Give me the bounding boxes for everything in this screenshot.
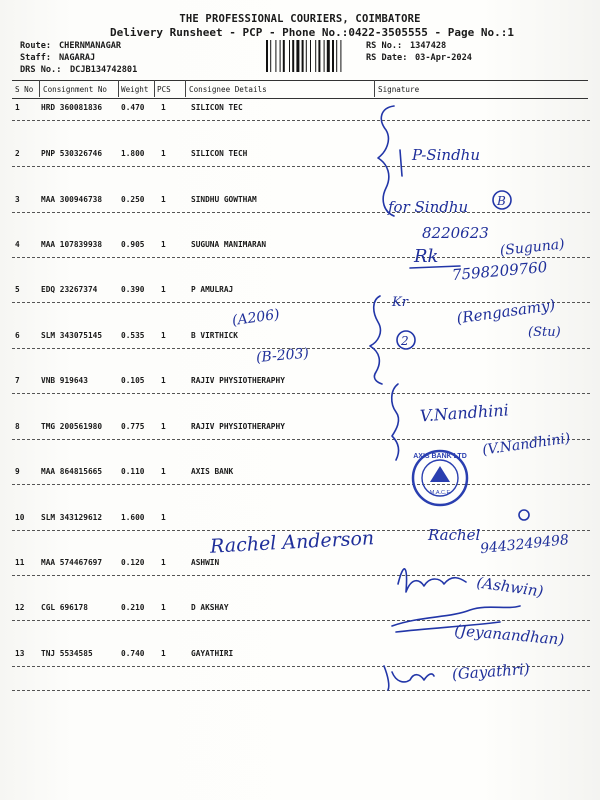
sig-phone-3: 9443249498 [479, 531, 570, 558]
cell-sno: 2 [15, 149, 20, 158]
sig-phone-1: 8220623 [422, 224, 489, 242]
col-consignee: Consignee Details [189, 85, 267, 94]
sig-jeyanandhan: (Jeyanandhan) [453, 621, 565, 649]
cell-weight: 1.800 [121, 149, 145, 158]
stamp-inner: M.A.C.E [429, 490, 451, 496]
sig-rachel: Rachel Anderson [209, 527, 375, 558]
cell-weight: 1.600 [121, 513, 145, 522]
cell-pcs: 1 [161, 603, 166, 612]
sig-rachel-2: Rachel [428, 526, 481, 544]
col-signature: Signature [378, 85, 420, 94]
circle-mark [519, 510, 529, 520]
cell-sno: 13 [15, 649, 25, 658]
cell-pcs: 1 [161, 376, 166, 385]
signature-stroke [384, 666, 434, 690]
note-b203: (B-203) [255, 345, 310, 367]
cell-consignment: MAA 864815665 [41, 467, 103, 476]
cell-sno: 10 [15, 513, 25, 522]
cell-consignment: MAA 300946738 [41, 195, 103, 204]
cell-sno: 11 [15, 558, 25, 567]
cell-consignment: TMG 200561980 [41, 422, 103, 431]
axis-bank-stamp [413, 451, 467, 505]
cell-sno: 7 [15, 376, 20, 385]
staff-label: Staff: [20, 53, 52, 63]
cell-consignee: P AMULRAJ [191, 285, 234, 294]
cell-pcs: 1 [161, 649, 166, 658]
cell-consignment: TNJ 5534585 [41, 649, 93, 658]
cell-pcs: 1 [161, 103, 166, 112]
cell-pcs: 1 [161, 331, 166, 340]
cell-consignment: SLM 343075145 [41, 331, 103, 340]
cell-sno: 8 [15, 422, 20, 431]
cell-pcs: 1 [161, 558, 166, 567]
rs-date-value: 03-Apr-2024 [415, 53, 472, 63]
rs-date-label: RS Date: [366, 53, 408, 63]
cell-pcs: 1 [161, 513, 166, 522]
cell-weight: 0.250 [121, 195, 145, 204]
cell-consignment: SLM 343129612 [41, 513, 103, 522]
cell-consignment: EDQ 23267374 [41, 285, 98, 294]
col-weight: Weight [121, 85, 149, 94]
cell-weight: 0.535 [121, 331, 145, 340]
cell-consignee: SUGUNA MANIMARAN [191, 240, 267, 249]
sig-short: (Stu) [528, 325, 561, 340]
bracket-mark [392, 384, 399, 460]
cell-weight: 0.740 [121, 649, 145, 658]
cell-consignee: SILICON TEC [191, 103, 243, 112]
runsheet-subtitle: Delivery Runsheet - PCP - Phone No.:0422-3505555 - Page No.:1 [110, 26, 514, 39]
sig-kr: Kr [392, 295, 408, 310]
sig-rengasamy: (Rengasamy) [455, 295, 557, 328]
cell-sno: 4 [15, 240, 20, 249]
sig-for-sindhu: for Sindhu [388, 198, 469, 216]
sig-v-nandhini-2: (V.Nandhini) [481, 430, 572, 459]
route-label: Route: [20, 41, 52, 51]
note-a206: (A206) [231, 306, 281, 330]
drs-value: DCJB134742801 [70, 65, 138, 75]
cell-weight: 0.775 [121, 422, 145, 431]
staff-value: NAGARAJ [59, 53, 96, 63]
cell-pcs: 1 [161, 422, 166, 431]
cell-weight: 0.470 [121, 103, 145, 112]
drs-label: DRS No.: [20, 65, 62, 75]
cell-pcs: 1 [161, 149, 166, 158]
cell-consignment: VNB 919643 [41, 376, 88, 385]
route-value: CHERNMANAGAR [59, 41, 122, 51]
cell-sno: 1 [15, 103, 20, 112]
cell-weight: 0.905 [121, 240, 145, 249]
stamp-text: AXIS BANK LTD [413, 453, 467, 460]
cell-sno: 3 [15, 195, 20, 204]
cell-consignee: SILICON TECH [191, 149, 248, 158]
cell-weight: 0.105 [121, 376, 145, 385]
cell-weight: 0.110 [121, 467, 145, 476]
signature-stroke [400, 150, 402, 176]
company-name: THE PROFESSIONAL COURIERS, COIMBATORE [179, 13, 421, 25]
cell-weight: 0.390 [121, 285, 145, 294]
cell-sno: 9 [15, 467, 20, 476]
col-sno: S No [15, 85, 34, 94]
cell-consignee: AXIS BANK [191, 467, 234, 476]
col-pcs: PCS [157, 85, 171, 94]
sig-rk: Rk [414, 246, 439, 267]
cell-pcs: 1 [161, 195, 166, 204]
col-consignment: Consignment No [43, 85, 108, 94]
cell-consignee: D AKSHAY [191, 603, 229, 612]
signature-stroke [398, 569, 466, 592]
sig-v-nandhini: V.Nandhini [419, 400, 510, 426]
cell-consignment: MAA 107839938 [41, 240, 103, 249]
cell-pcs: 1 [161, 285, 166, 294]
cell-weight: 0.210 [121, 603, 145, 612]
cell-consignment: CGL 696178 [41, 603, 88, 612]
cell-consignee: RAJIV PHYSIOTHERAPHY [191, 422, 285, 431]
cell-consignee: B VIRTHICK [191, 331, 238, 340]
sig-sindhu: P-Sindhu [412, 146, 480, 164]
rs-no-value: 1347428 [410, 41, 447, 51]
cell-consignment: MAA 574467697 [41, 558, 103, 567]
cell-consignee: ASHWIN [191, 558, 220, 567]
cell-consignee: GAYATHIRI [191, 649, 234, 658]
rs-no-label: RS No.: [366, 41, 403, 51]
circle-b: B [497, 194, 506, 208]
cell-consignee: RAJIV PHYSIOTHERAPHY [191, 376, 285, 385]
cell-consignment: PNP 530326746 [41, 149, 103, 158]
sig-gayathri: (Gayathri) [451, 659, 531, 684]
sig-ashwin: (Ashwin) [475, 573, 545, 601]
circle-2: 2 [401, 334, 409, 348]
cell-sno: 5 [15, 285, 20, 294]
cell-weight: 0.120 [121, 558, 145, 567]
cell-consignment: HRD 360081836 [41, 103, 103, 112]
cell-sno: 6 [15, 331, 20, 340]
sig-phone-2: 7598209760 [451, 257, 548, 285]
bracket-mark [370, 296, 382, 384]
cell-sno: 12 [15, 603, 25, 612]
cell-pcs: 1 [161, 467, 166, 476]
sig-suguna: (Suguna) [499, 236, 566, 260]
cell-pcs: 1 [161, 240, 166, 249]
cell-consignee: SINDHU GOWTHAM [191, 195, 257, 204]
